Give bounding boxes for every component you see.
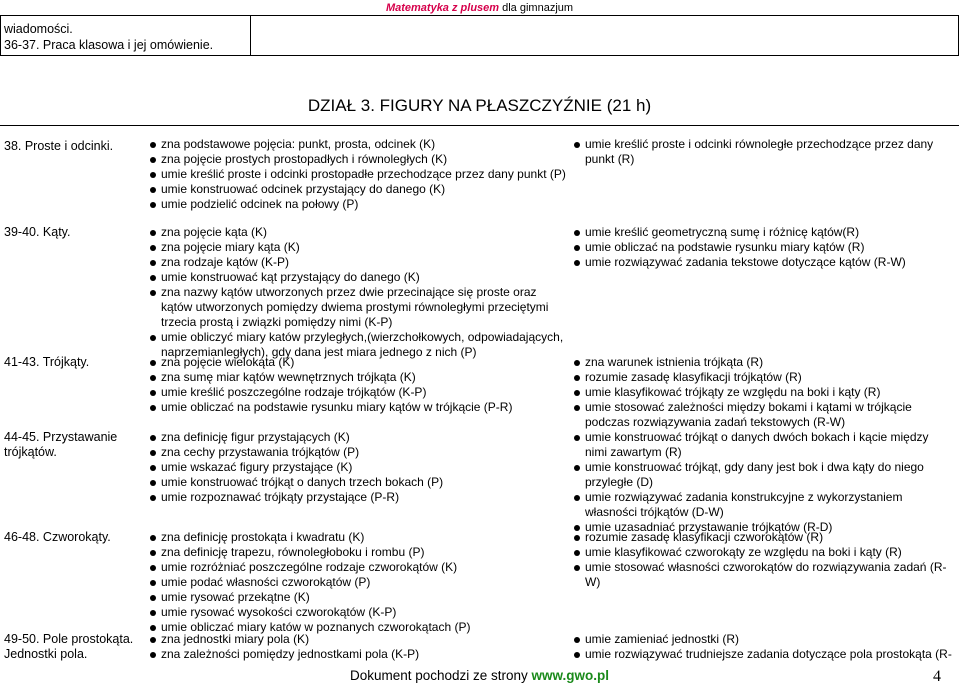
row-2-basic-list (150, 355, 570, 415)
rule (0, 55, 959, 56)
list-item: zna pojęcie prostych prostopadłych i równoległych (K) (150, 152, 570, 167)
list-item: umie konstruować trójkąt o danych trzech bokach (P) (150, 475, 570, 490)
list-item: zna zależności pomiędzy jednostkami pola (K-P) (150, 647, 570, 662)
list-item: umie zamieniać jednostki (R) (574, 632, 959, 647)
list-item: umie podać własności czworokątów (P) (150, 575, 570, 590)
list-item: umie rysować przekątne (K) (150, 590, 570, 605)
row-5-advanced-list (574, 632, 959, 662)
row-4-advanced-list (574, 530, 949, 590)
row-title: 49-50. Pole prostokąta. Jednostki pola. (4, 632, 134, 661)
list-item: umie kreślić poszczególne rodzaje trójkątów (K-P) (150, 385, 570, 400)
list-item: umie obliczać miary katów w poznanych czworokątach (P) (150, 620, 570, 635)
rule (250, 15, 251, 55)
list-item: umie klasyfikować trójkąty ze względu na boki i kąty (R) (574, 385, 944, 400)
footer-prefix: Dokument pochodzi ze strony (349, 668, 532, 683)
list-item: umie kreślić geometryczną sumę i różnicę kątów(R) (574, 225, 944, 240)
row-title: 39-40. Kąty. (4, 225, 71, 239)
row-2-advanced-list (574, 355, 944, 430)
list-item: umie obliczać na podstawie rysunku miary kątów w trójkącie (P-R) (150, 400, 570, 415)
footer-site-link[interactable]: www.gwo.pl (531, 668, 610, 683)
list-item: umie kreślić proste i odcinki równoległe przechodzące przez dany punkt (R) (574, 137, 944, 167)
row-1-advanced-list (574, 225, 944, 270)
list-item: umie konstruować odcinek przystający do danego (K) (150, 182, 570, 197)
list-item: umie klasyfikować czworokąty ze względu na boki i kąty (R) (574, 545, 949, 560)
list-item: umie konstruować kąt przystający do danego (K) (150, 270, 570, 285)
row-3-advanced-list (574, 430, 944, 535)
row-title: 44-45. Przystawanie trójkątów. (4, 430, 118, 459)
list-item: zna warunek istnienia trójkąta (R) (574, 355, 944, 370)
rule (0, 15, 1, 55)
list-item: zna jednostki miary pola (K) (150, 632, 570, 647)
list-item: rozumie zasadę klasyfikacji czworokątów (R) (574, 530, 949, 545)
list-item: umie rozpoznawać trójkąty przystające (P-R) (150, 490, 570, 505)
list-item: umie podzielić odcinek na połowy (P) (150, 197, 570, 212)
list-item: umie konstruować trójkąt o danych dwóch bokach i kącie między nimi zawartym (R) (574, 430, 944, 460)
row-title: 38. Proste i odcinki. (4, 139, 114, 153)
list-item: zna pojęcie miary kąta (K) (150, 240, 570, 255)
page-footer (0, 668, 959, 683)
page-header (0, 2, 959, 14)
list-item: umie kreślić proste i odcinki prostopadłe przechodzące przez dany punkt (P) (150, 167, 570, 182)
page-number: 4 (933, 668, 941, 685)
list-item: zna cechy przystawania trójkątów (P) (150, 445, 570, 460)
list-item: rozumie zasadę klasyfikacji trójkątów (R) (574, 370, 944, 385)
row-0-basic-list (150, 137, 570, 212)
top-line-2: 36-37. Praca klasowa i jej omówienie. (4, 38, 214, 52)
list-item: umie stosować własności czworokątów do rozwiązywania zadań (R-W) (574, 560, 949, 590)
row-title: 41-43. Trójkąty. (4, 355, 90, 369)
list-item: umie rozwiązywać zadania tekstowe dotyczące kątów (R-W) (574, 255, 944, 270)
list-item: umie rozróżniać poszczególne rodzaje czworokątów (K) (150, 560, 570, 575)
list-item: zna podstawowe pojęcia: punkt, prosta, odcinek (K) (150, 137, 570, 152)
header-rest: dla gimnazjum (499, 2, 574, 14)
list-item: umie konstruować trójkąt, gdy dany jest bok i dwa kąty do niego przyległe (D) (574, 460, 944, 490)
list-item: zna pojęcie wielokąta (K) (150, 355, 570, 370)
header-brand: Matematyka z plusem (385, 2, 500, 14)
rule (0, 125, 959, 126)
list-item: umie obliczyć miary katów przyległych,(wierzchołkowych, odpowiadających, naprzemianległych), gdy dana jest miara jednego z nich (P) (150, 330, 570, 360)
row-4-basic-list (150, 530, 570, 635)
list-item: umie wskazać figury przystające (K) (150, 460, 570, 475)
top-line-1: wiadomości. (4, 22, 73, 36)
row-3-basic-list (150, 430, 570, 505)
section-title: DZIAŁ 3. FIGURY NA PŁASZCZYŹNIE (21 h) (307, 96, 652, 115)
list-item: zna definicję prostokąta i kwadratu (K) (150, 530, 570, 545)
list-item: umie rysować wysokości czworokątów (K-P) (150, 605, 570, 620)
list-item: umie rozwiązywać trudniejsze zadania dotyczące pola prostokąta (R- (574, 647, 959, 662)
list-item: zna sumę miar kątów wewnętrznych trójkąta (K) (150, 370, 570, 385)
list-item: umie uzasadniać przystawanie trójkątów (R-D) (574, 520, 944, 535)
list-item: zna nazwy kątów utworzonych przez dwie przecinające się proste oraz kątów utworzonych pomiędzy dwiema prostymi równoległymi przeciętymi trzecia prostą i związki pomiędzy nimi (K-P) (150, 285, 570, 330)
row-title: 46-48. Czworokąty. (4, 530, 111, 544)
list-item: zna definicję figur przystających (K) (150, 430, 570, 445)
list-item: zna pojęcie kąta (K) (150, 225, 570, 240)
row-1-basic-list (150, 225, 570, 360)
list-item: umie stosować zależności między bokami i kątami w trójkącie podczas rozwiązywania zadań tekstowych (R-W) (574, 400, 944, 430)
list-item: umie obliczać na podstawie rysunku miary kątów (R) (574, 240, 944, 255)
rule (0, 15, 959, 16)
list-item: zna definicję trapezu, równoległoboku i rombu (P) (150, 545, 570, 560)
list-item: zna rodzaje kątów (K-P) (150, 255, 570, 270)
row-0-advanced-list (574, 137, 944, 167)
list-item: umie rozwiązywać zadania konstrukcyjne z wykorzystaniem własności trójkątów (D-W) (574, 490, 944, 520)
row-5-basic-list (150, 632, 570, 662)
